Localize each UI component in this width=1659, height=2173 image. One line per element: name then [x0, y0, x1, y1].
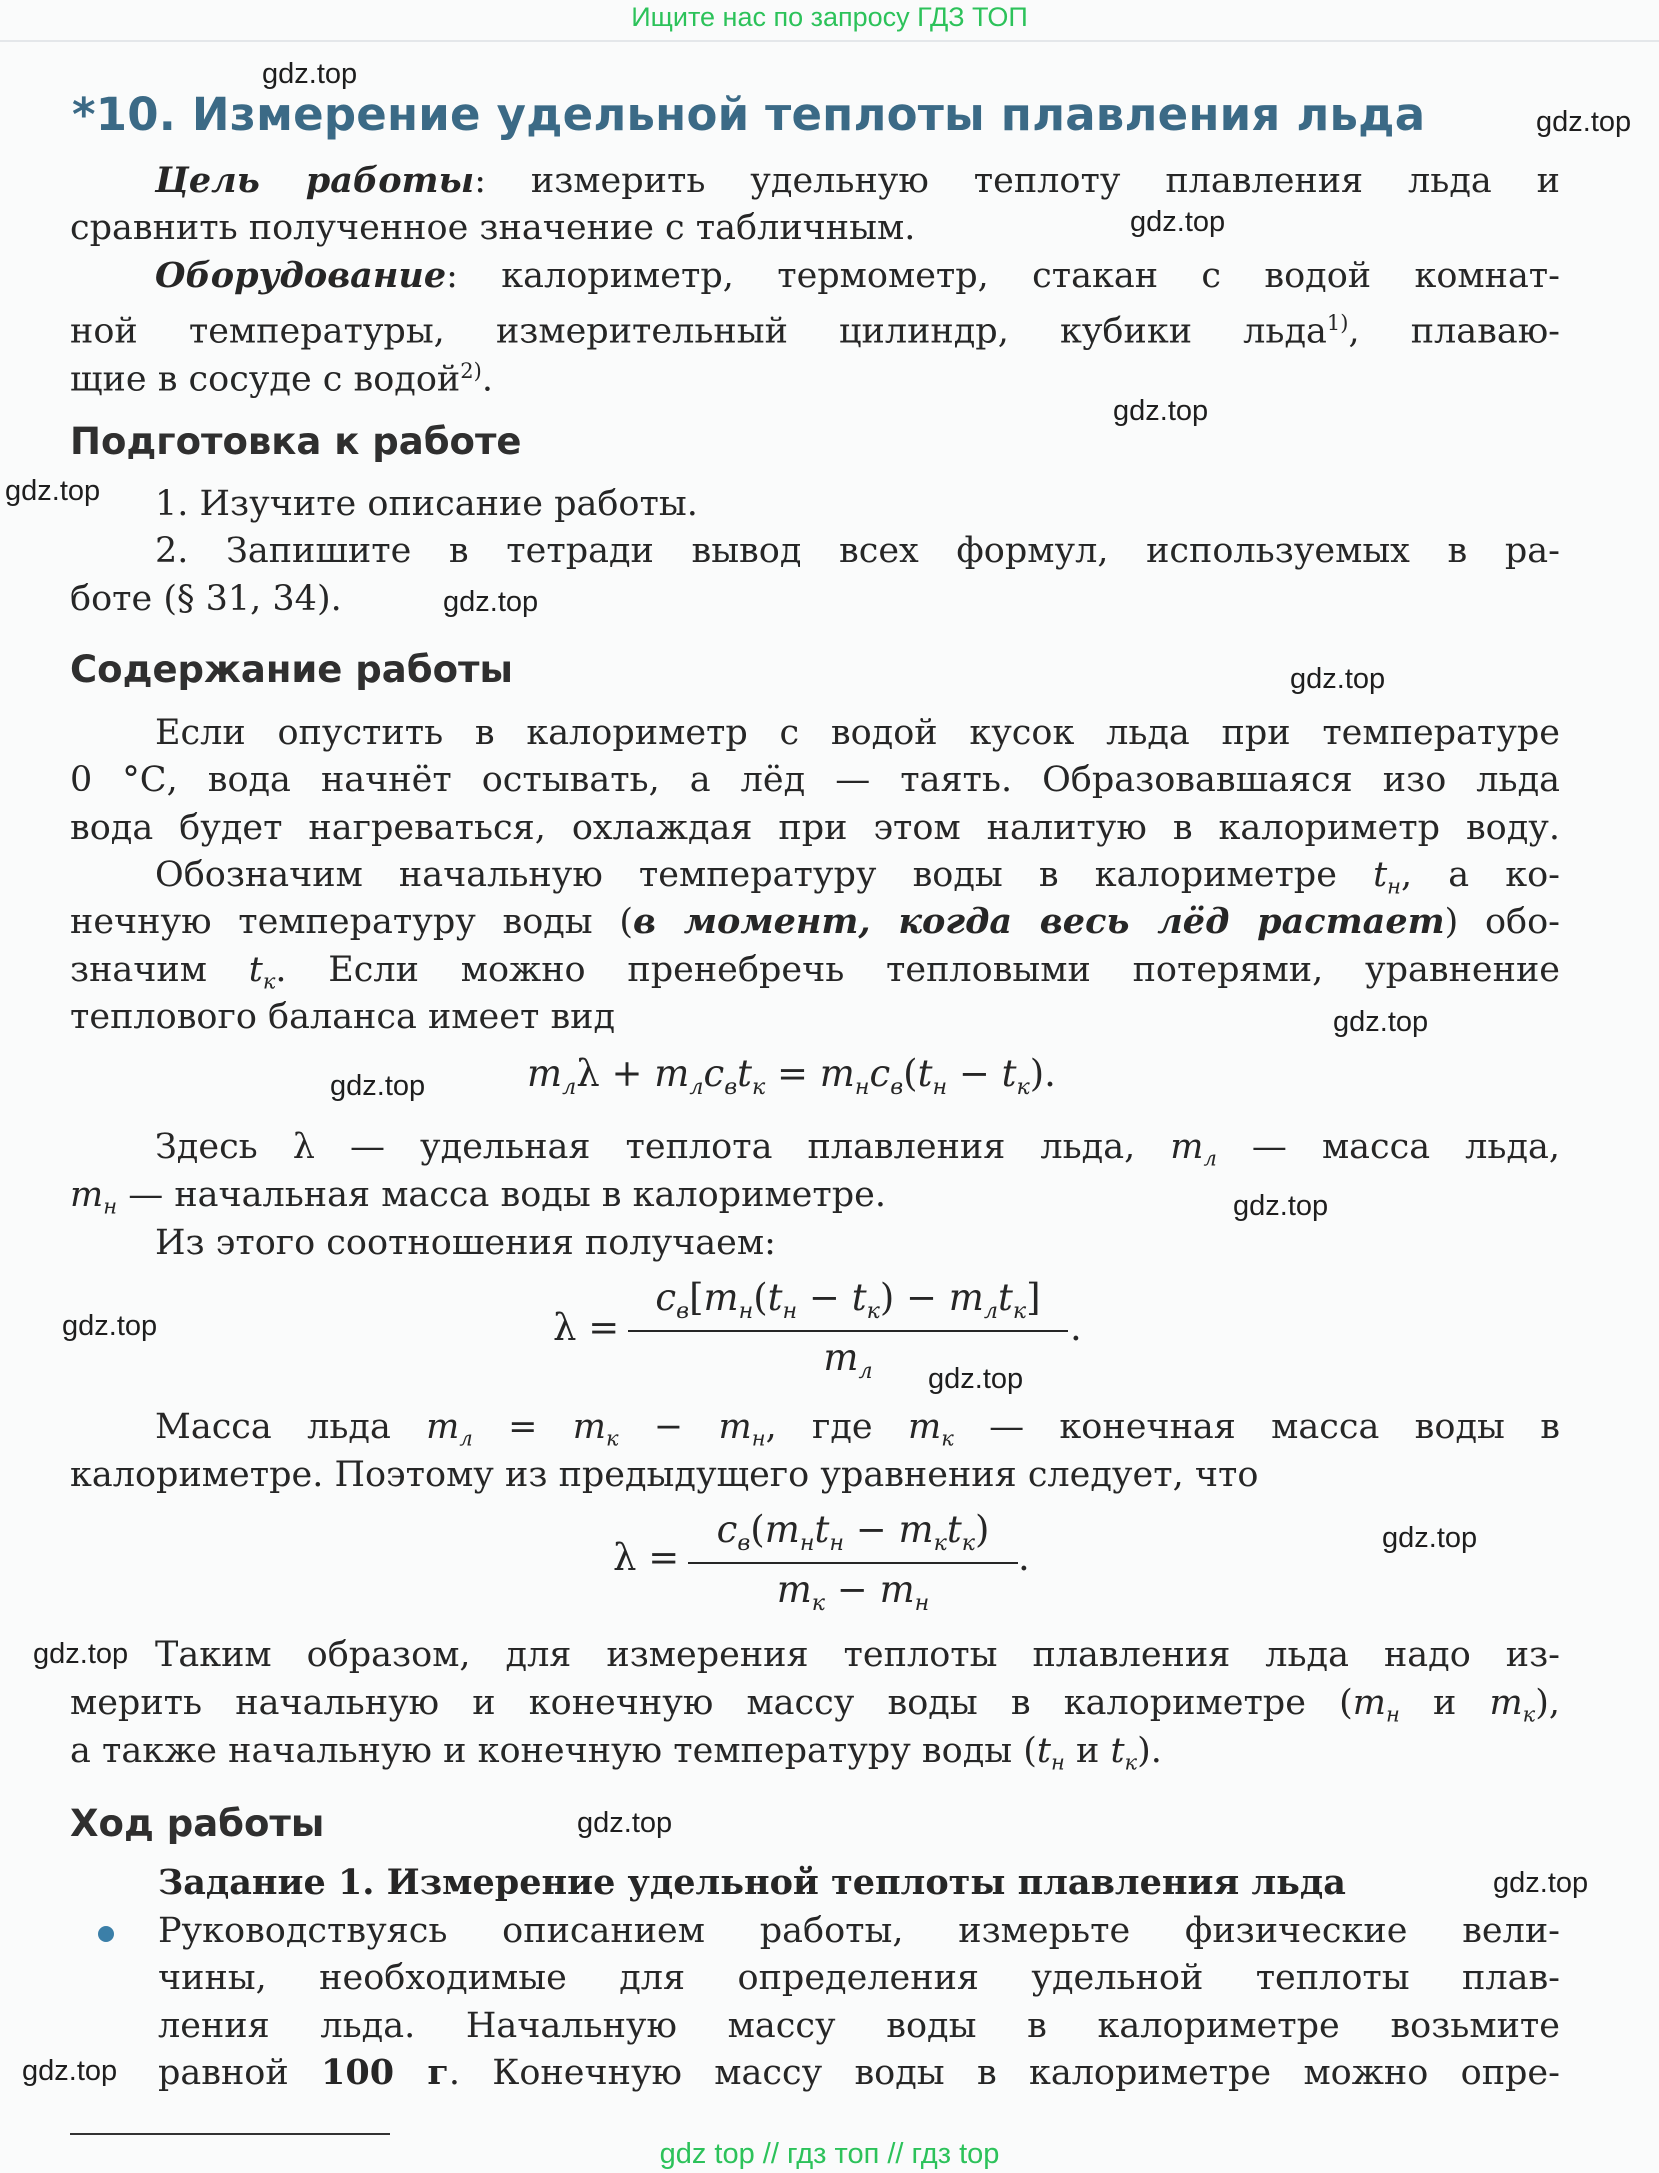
equipment-line-3: щие в сосуде с водой$^{2)}$.: [70, 359, 493, 400]
lambda-formula-1-lhs: λ =: [553, 1306, 620, 1349]
task-line-4: равной 100 г. Конечную массу воды в калориметре можно опре-: [158, 2052, 1560, 2093]
watermark: gdz.top: [1113, 395, 1209, 427]
content-p5-line-2: калориметре. Поэтому из предыдущего уравнения следует, что: [70, 1455, 1259, 1495]
goal-label: Цель работы: [155, 160, 475, 201]
task-line-3: ления льда. Начальную массу воды в калориметре возьмите: [158, 2006, 1560, 2046]
content-heading: Содержание работы: [70, 648, 513, 691]
t-k-symbol: $t_к$: [248, 950, 276, 994]
heat-balance-equation: $m_л\lambda + m_лc_вt_к = m_нc_в(t_н - t_к)$.: [527, 1052, 1056, 1100]
watermark: gdz.top: [22, 2055, 118, 2087]
bullet-icon: [98, 1926, 114, 1942]
prep-item-2-line-1: 2. Запишите в тетради вывод всех формул, используемых в ра-: [155, 531, 1560, 571]
content-p6-line-2: мерить начальную и конечную массу воды в калориметре ($m_н$ и $m_к$),: [70, 1683, 1560, 1727]
lambda-formula-1: $c_в[m_н(t_н - t_к) - m_лt_к]$ $m_л$: [628, 1276, 1068, 1386]
content-p5-line-1: Масса льда $m_л = m_к - m_н$, где $m_к$ — конечная масса воды в: [155, 1407, 1560, 1451]
watermark: gdz.top: [577, 1807, 673, 1839]
watermark: gdz.top: [1536, 106, 1632, 138]
content-p2-line-4: теплового баланса имеет вид: [70, 997, 616, 1037]
prep-item-1: 1. Изучите описание работы.: [155, 484, 698, 524]
watermark: gdz.top: [1493, 1867, 1589, 1899]
goal-line-1: Цель работы: измерить удельную теплоту плавления льда и: [155, 160, 1560, 201]
lambda-formula-2-lhs: λ =: [613, 1536, 680, 1579]
prep-heading: Подготовка к работе: [70, 420, 522, 463]
page-title: [72, 88, 1425, 141]
watermark: gdz.top: [1130, 206, 1226, 238]
content-p1-line-1: Если опустить в калориметр с водой кусок льда при температуре: [155, 713, 1560, 753]
watermark: gdz.top: [1233, 1190, 1329, 1222]
task-1-title: Задание 1. Измерение удельной теплоты плавления льда: [158, 1862, 1346, 1903]
t-n-symbol: $t_н$: [1373, 855, 1401, 899]
fraction-bar: [628, 1330, 1068, 1332]
content-p1-line-3: вода будет нагреваться, охлаждая при этом налитую в калориметр воду.: [70, 808, 1560, 848]
watermark: gdz.top: [62, 1310, 158, 1342]
watermark: gdz.top: [928, 1363, 1024, 1395]
task-line-1: Руководствуясь описанием работы, измерьте физические вели-: [158, 1911, 1560, 1951]
top-banner[interactable]: Ищите нас по запросу ГДЗ ТОП: [631, 2, 1028, 32]
watermark: gdz.top: [1290, 663, 1386, 695]
content-p2-line-1: Обозначим начальную температуру воды в калориметре $t_н$, а ко-: [155, 855, 1560, 899]
title-star: *: [72, 88, 96, 141]
watermark: gdz.top: [330, 1070, 426, 1102]
watermark: gdz.top: [1382, 1522, 1478, 1554]
watermark: gdz.top: [5, 475, 101, 507]
fraction-bar: [688, 1562, 1018, 1564]
equipment-label: Оборудование: [155, 255, 447, 296]
goal-line-2: сравнить полученное значение с табличным.: [70, 208, 916, 248]
equipment-line-2: ной температуры, измерительный цилиндр, кубики льда$^{1)}$, плаваю-: [70, 311, 1560, 352]
work-heading: Ход работы: [70, 1802, 325, 1845]
title-text: 10. Измерение удельной теплоты плавления льда: [95, 88, 1426, 141]
prep-item-2-line-2: боте (§ 31, 34).: [70, 579, 342, 619]
content-p1-line-2: 0 °С, вода начнёт остывать, а лёд — таять. Образовавшаяся изо льда: [70, 760, 1560, 800]
watermark: gdz.top: [443, 586, 539, 618]
watermark: gdz.top: [262, 58, 358, 90]
task-line-2: чины, необходимые для определения удельной теплоты плав-: [158, 1958, 1560, 1998]
content-p2-line-3: значим $t_к$. Если можно пренебречь тепловыми потерями, уравнение: [70, 950, 1560, 994]
footnote-ref: 2): [460, 359, 482, 383]
content-p3-line-2: $m_н$ — начальная масса воды в калориметре.: [70, 1175, 886, 1219]
footnote-ref: 1): [1326, 311, 1349, 335]
footer-links[interactable]: gdz top // гдз топ // гдз top: [659, 2138, 1000, 2170]
content-p2-line-2: нечную температуру воды (в момент, когда весь лёд растает) обо-: [70, 901, 1560, 942]
watermark: gdz.top: [33, 1638, 129, 1670]
lambda-formula-2: $c_в(m_нt_н - m_кt_к)$ $m_к - m_н$: [688, 1508, 1018, 1618]
content-p4: Из этого соотношения получаем:: [155, 1223, 776, 1263]
content-p3-line-1: Здесь λ — удельная теплота плавления льда, $m_л$ — масса льда,: [155, 1127, 1560, 1171]
banner-divider: [0, 40, 1659, 42]
watermark: gdz.top: [1333, 1006, 1429, 1038]
equipment-line-1: Оборудование: калориметр, термометр, стакан с водой комнат-: [155, 255, 1560, 296]
content-p6-line-1: Таким образом, для измерения теплоты плавления льда надо из-: [155, 1635, 1560, 1675]
content-p6-line-3: а также начальную и конечную температуру воды ($t_н$ и $t_к$).: [70, 1731, 1162, 1775]
footnote-divider: [70, 2133, 390, 2135]
